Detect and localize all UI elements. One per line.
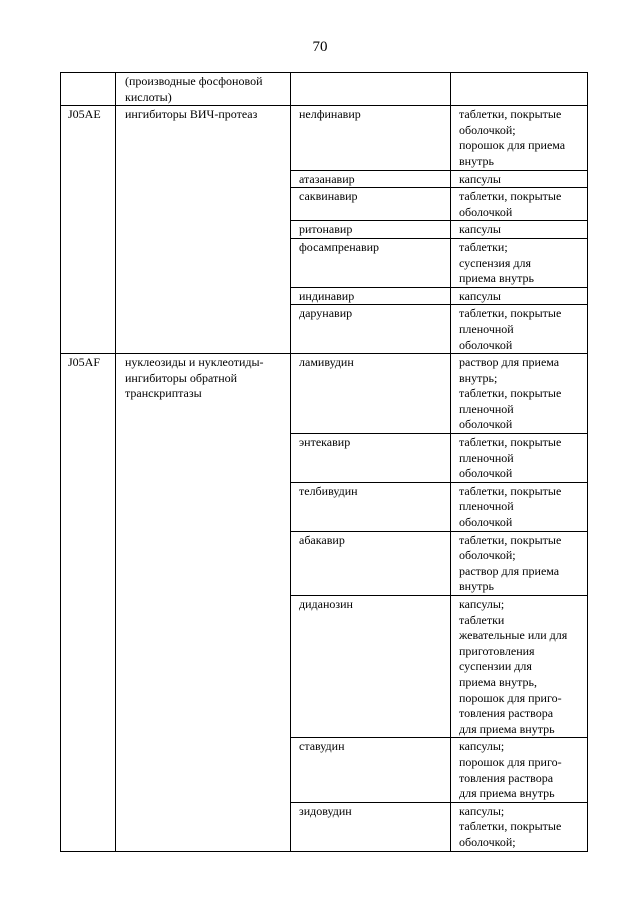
dosage-form-line: оболочкой; [459, 548, 516, 563]
dosage-form-line: таблетки [459, 612, 505, 627]
dosage-form-line: таблетки, покрытые [459, 435, 562, 450]
dosage-form-line: оболочкой [459, 204, 513, 219]
table-row [61, 106, 588, 170]
dosage-form-cell [451, 531, 588, 595]
dosage-form-line: пленочной [459, 450, 514, 465]
drug-classification-table [60, 72, 588, 852]
dosage-form-cell [451, 434, 588, 483]
dosage-form-line: товления раствора [459, 770, 554, 785]
dosage-form-line: раствор для приема [459, 563, 560, 578]
dosage-form-cell [451, 106, 588, 170]
dosage-form-line: приготовления [459, 643, 535, 658]
dosage-form-line: капсулы [459, 222, 501, 237]
dosage-form-line: суспензии для [459, 659, 532, 674]
dosage-form-cell [451, 170, 588, 188]
dosage-form-line: пленочной [459, 321, 514, 336]
dosage-form-line: жевательные или для [459, 628, 568, 643]
drug-name-cell: фосампренавир [291, 238, 451, 287]
dosage-form-line: капсулы; [459, 597, 505, 611]
page-number: 70 [312, 39, 328, 55]
dosage-form-line: таблетки, покрытые [459, 386, 562, 401]
dosage-form-line: оболочкой [459, 515, 513, 530]
drug-name-cell: дарунавир [291, 305, 451, 354]
drug-name-cell: ставудин [291, 738, 451, 802]
dosage-form-cell [451, 287, 588, 305]
dosage-form-line: таблетки, покрытые [459, 819, 562, 834]
dosage-form-line: внутрь [459, 153, 494, 168]
drug-name-cell: зидовудин [291, 802, 451, 851]
dosage-form-line: пленочной [459, 401, 514, 416]
dosage-form-cell [451, 802, 588, 851]
dosage-form-cell [451, 354, 588, 434]
dosage-form-line: таблетки, покрытые [459, 483, 562, 498]
dosage-form-line: таблетки, покрытые [459, 189, 562, 204]
dosage-form-line: капсулы [459, 171, 501, 186]
dosage-form-line: приема внутрь, [459, 674, 537, 689]
dosage-form-line: внутрь; [459, 370, 498, 385]
dosage-form-line: порошок для приго- [459, 690, 562, 705]
dosage-form-line: капсулы; [459, 739, 505, 754]
dosage-form-line: порошок для приго- [459, 754, 562, 769]
pharmacological-group-cell: нуклеозиды и нуклеотиды-ингибиторы обратной транскриптазы [116, 354, 291, 851]
dosage-form-line: капсулы; [459, 803, 505, 818]
dosage-form-line: таблетки; [459, 239, 508, 254]
pharmacological-group-cell: (производные фосфоновой кислоты) [116, 73, 291, 106]
drug-name-cell: атазанавир [291, 170, 451, 188]
drug-name-cell: диданозин [291, 596, 451, 738]
dosage-form-cell [451, 188, 588, 221]
drug-name-cell: телбивудин [291, 482, 451, 531]
dosage-form-line: для приема внутрь [459, 721, 555, 736]
dosage-form-line: пленочной [459, 499, 514, 514]
dosage-form-line: внутрь [459, 579, 494, 594]
dosage-form-cell [451, 738, 588, 802]
drug-name-cell: энтекавир [291, 434, 451, 483]
drug-name-cell: саквинавир [291, 188, 451, 221]
drug-name-cell: ритонавир [291, 221, 451, 239]
atc-code-cell: J05AF [61, 354, 116, 851]
dosage-form-line: оболочкой [459, 466, 513, 481]
dosage-form-line: таблетки, покрытые [459, 532, 562, 547]
dosage-form-line: капсулы [459, 288, 501, 303]
table-row [61, 73, 588, 106]
dosage-form-cell [451, 238, 588, 287]
dosage-form-line: таблетки, покрытые [459, 306, 562, 321]
dosage-form-cell [451, 482, 588, 531]
dosage-form-line: раствор для приема [459, 355, 560, 370]
pharmacological-group-cell: ингибиторы ВИЧ-протеаз [116, 106, 291, 354]
drug-name-cell: ламивудин [291, 354, 451, 434]
drug-name-cell [291, 73, 451, 106]
dosage-form-line: оболочкой; [459, 122, 516, 137]
dosage-form-cell [451, 305, 588, 354]
dosage-form-line: приема внутрь [459, 271, 534, 286]
dosage-form-line: оболочкой [459, 337, 513, 352]
dosage-form-line: для приема внутрь [459, 786, 555, 801]
dosage-form-line: таблетки, покрытые [459, 107, 562, 122]
dosage-form-line: суспензия для [459, 255, 531, 270]
atc-code-cell [61, 73, 116, 106]
drug-name-cell: абакавир [291, 531, 451, 595]
drug-name-cell: индинавир [291, 287, 451, 305]
drug-name-cell: нелфинавир [291, 106, 451, 170]
dosage-form-line: оболочкой; [459, 834, 516, 849]
dosage-form-line: порошок для приема [459, 138, 566, 153]
table-row [61, 354, 588, 434]
dosage-form-line: оболочкой [459, 417, 513, 432]
dosage-form-cell [451, 596, 588, 738]
dosage-form-line: товления раствора [459, 706, 554, 721]
table-body [61, 73, 588, 852]
atc-code-cell: J05AE [61, 106, 116, 354]
dosage-form-cell [451, 73, 588, 106]
dosage-form-cell [451, 221, 588, 239]
